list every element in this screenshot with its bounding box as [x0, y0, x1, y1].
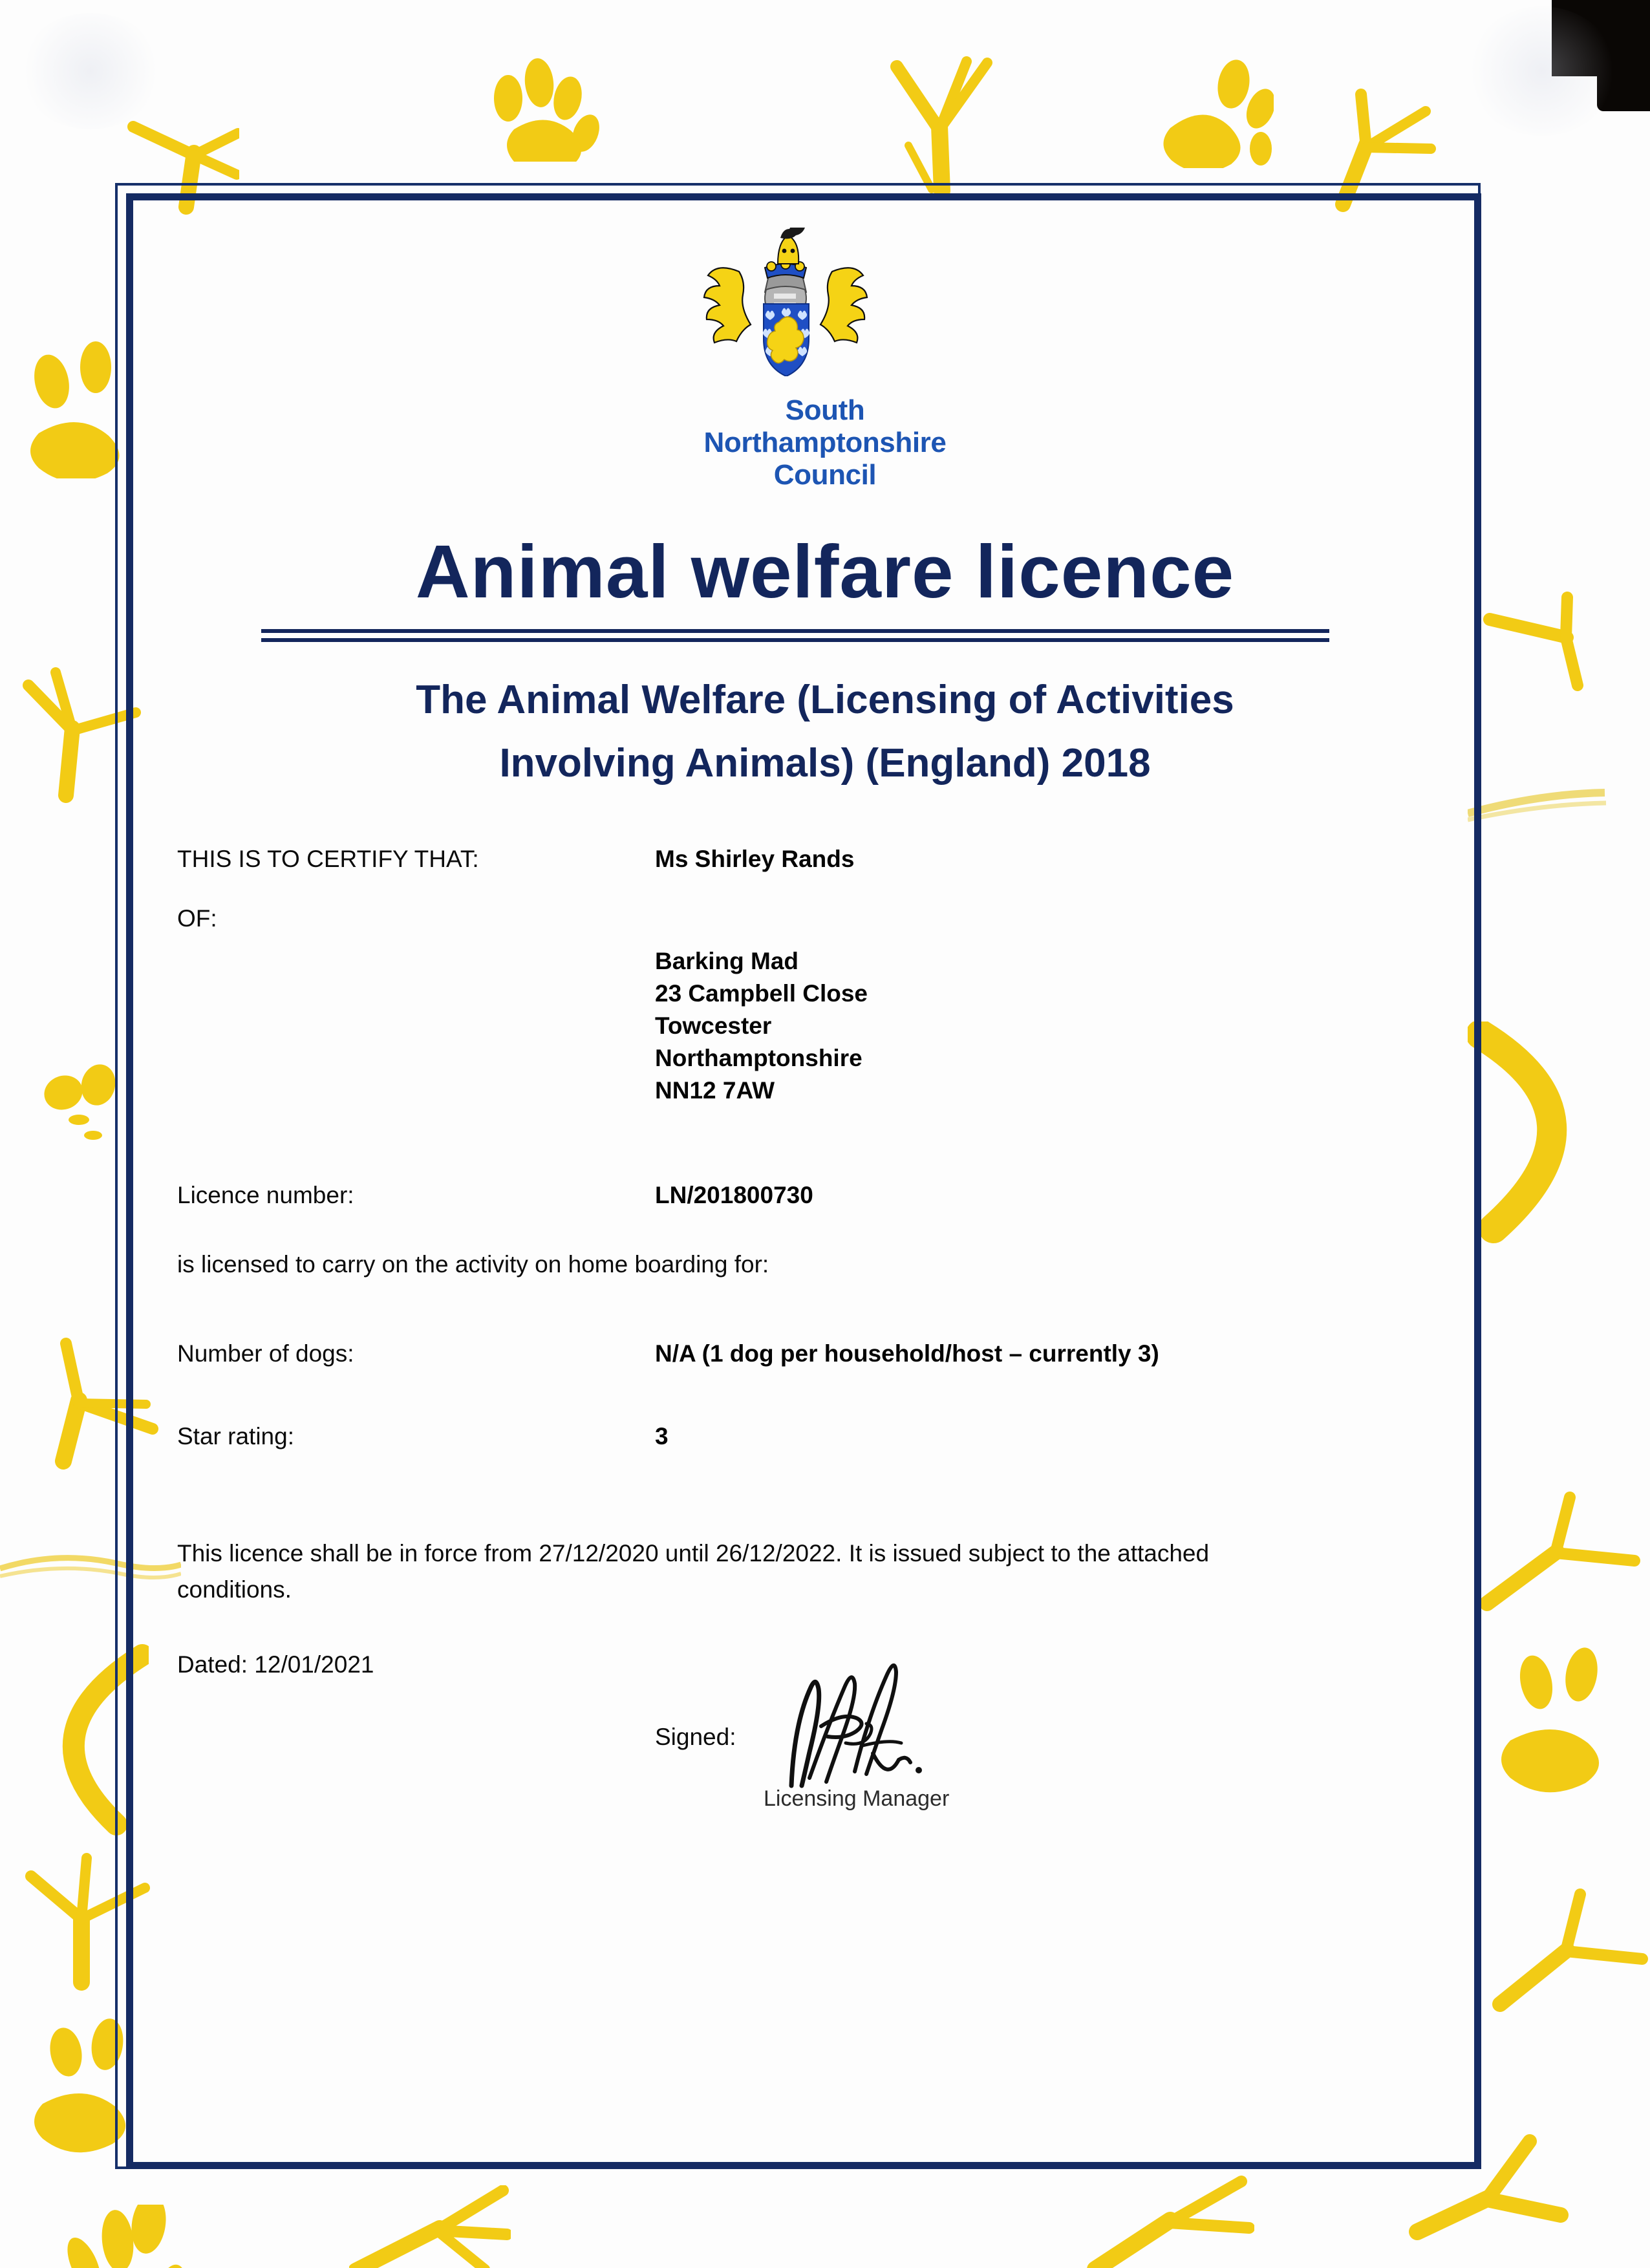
star-rating-value: 3 [655, 1423, 669, 1450]
licensee-address [655, 945, 868, 1107]
address-line-4: Northamptonshire [655, 1045, 862, 1071]
scanner-edge-artifact-lower [1597, 0, 1650, 111]
page-title: Animal welfare licence [415, 530, 1235, 614]
bird-footprint-icon [870, 36, 1018, 197]
council-name [566, 394, 1084, 491]
scanner-edge-artifact [1552, 0, 1650, 76]
brush-stroke-decoration-right [1468, 782, 1649, 828]
star-rating-label: Star rating: [177, 1423, 294, 1450]
paw-print-icon-left-mid [26, 1060, 123, 1170]
paw-print-icon-right-mid [1487, 1642, 1629, 1797]
activity-statement: is licensed to carry on the activity on home boarding for: [177, 1251, 769, 1278]
title-underline-upper [261, 629, 1329, 633]
handwritten-signature-icon [776, 1656, 938, 1805]
scan-tint-blob [19, 13, 162, 129]
south-northamptonshire-council-crest-icon [702, 228, 870, 376]
licence-number-label: Licence number: [177, 1182, 354, 1208]
signature-role: Licensing Manager [764, 1786, 950, 1811]
council-name-line2: Northamptonshire [703, 427, 947, 458]
paw-print-icon-top-right [1157, 45, 1274, 168]
licensee-name-value: Ms Shirley Rands [655, 846, 855, 872]
bird-footprint-icon-right-1 [1481, 582, 1636, 711]
number-of-dogs-value: N/A (1 dog per household/host – currently 3) [655, 1340, 1159, 1367]
address-line-5: NN12 7AW [655, 1077, 775, 1104]
certify-label: THIS IS TO CERTIFY THAT: [177, 846, 479, 872]
licence-number-value: LN/201800730 [655, 1182, 813, 1208]
dated-line: Dated: 12/01/2021 [177, 1651, 374, 1678]
paw-print-icon-bottom-left [45, 2205, 194, 2268]
address-line-3: Towcester [655, 1012, 772, 1039]
brush-arc-decoration-right [1468, 1022, 1650, 1248]
in-force-statement: This licence shall be in force from 27/12/2020 until 26/12/2022. It is issued subject to the attached conditions. [177, 1540, 1210, 1603]
address-line-2: 23 Campbell Close [655, 980, 868, 1007]
bird-footprint-icon-bottom-right [1086, 2172, 1254, 2268]
signed-label: Signed: [655, 1724, 736, 1750]
council-name-line3: Council [773, 459, 877, 491]
page-subtitle-line2: Involving Animals) (England) 2018 [499, 741, 1151, 786]
page-subtitle-line1: The Animal Welfare (Licensing of Activities [416, 678, 1234, 722]
bird-footprint-icon-bottom-centre [349, 2185, 511, 2268]
paw-print-icon [485, 39, 601, 162]
bird-footprint-icon-right-2 [1481, 1481, 1642, 1623]
scan-tint-blob-right [1468, 6, 1616, 136]
number-of-dogs-label: Number of dogs: [177, 1340, 354, 1367]
council-name-line1: South [785, 394, 865, 426]
page-subtitle [178, 669, 1472, 795]
address-line-1: Barking Mad [655, 948, 799, 974]
title-underline-lower [261, 638, 1329, 642]
bird-footprint-icon-right-3 [1487, 1875, 1649, 2024]
of-label: OF: [177, 905, 217, 932]
